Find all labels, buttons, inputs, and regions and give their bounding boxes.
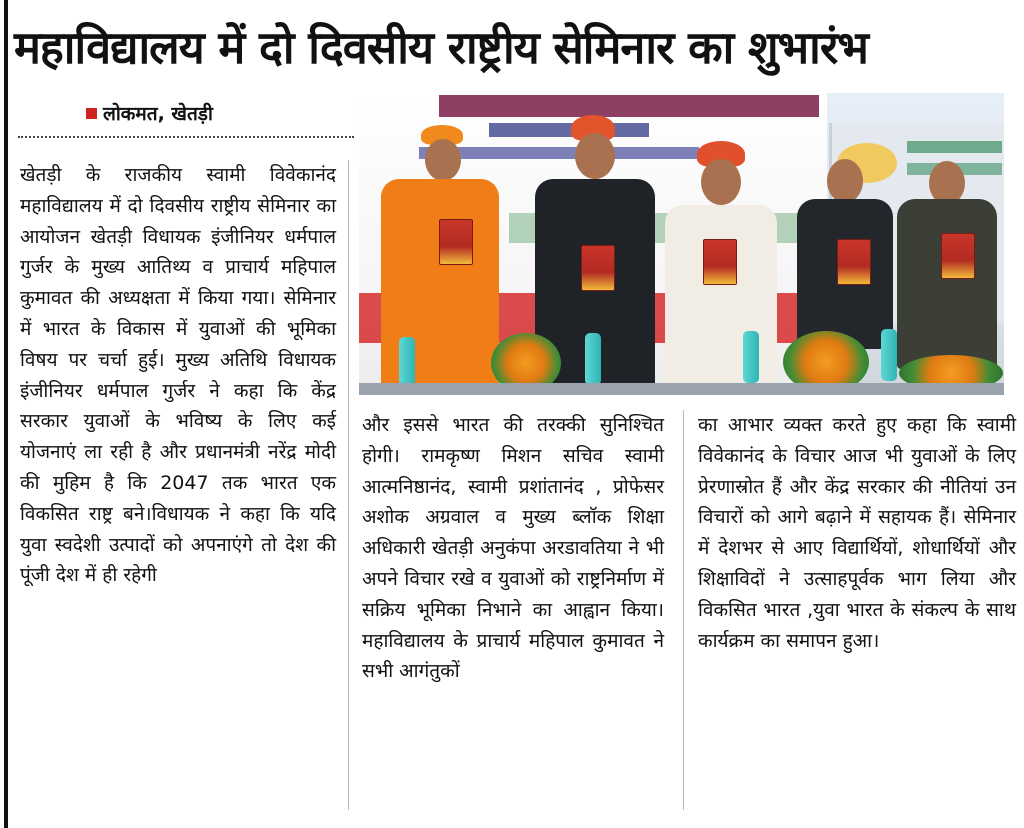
photo-water-bottle — [399, 337, 415, 389]
photo-book — [837, 239, 871, 285]
photo-book — [581, 245, 615, 291]
photo-person-body — [897, 199, 997, 369]
article-column-2: और इससे भारत की तरक्की सुनिश्चित होगी। रामकृष्ण मिशन सचिव स्वामी आत्मनिष्ठानंद, स्वामी प्रशांतानंद , प्रोफेसर अशोक अग्रवाल व मुख्य ब्लॉक शिक्षा अधिकारी खेतड़ी अनुकंपा अरडावतिया ने भी अपने विचार रखे व युवाओं को राष्ट्रनिर्माण में सक्रिय भूमिका निभाने का आह्वान किया। महाविद्यालय के प्राचार्य महिपाल कुमावत ने सभी आगंतुकों — [362, 414, 664, 683]
photo-book — [941, 233, 975, 279]
event-photo — [359, 93, 1004, 395]
photo-banner-subtitle-strip — [419, 147, 699, 159]
photo-person-head — [425, 139, 461, 181]
byline-text: लोकमत, खेतड़ी — [103, 103, 213, 125]
photo-banner-title-strip — [439, 95, 819, 117]
article-column-1: खेतड़ी के राजकीय स्वामी विवेकानंद महाविद्यालय में दो दिवसीय राष्ट्रीय सेमिनार का आयोजन खेतड़ी विधायक इंजीनियर धर्मपाल गुर्जर के मुख्य आतिथ्य व प्राचार्य महिपाल कुमावत की अध्यक्षता में किया गया। सेमिनार में भारत के विकास में युवाओं की भूमिका विषय पर चर्चा हुई। मुख्य अतिथि विधायक इंजीनियर धर्मपाल गुर्जर ने कहा कि केंद्र सरकार युवाओं के भविष्य के लिए कई योजनाएं ला रही है और प्रधानमंत्री नरेंद्र मोदी की मुहिम है कि 2047 तक भारत एक विकसित राष्ट्र बने।विधायक ने कहा कि यदि युवा स्वदेशी उत्पादों को अपनाएंगे तो देश की पूंजी देश में ही रहेगी — [20, 164, 336, 587]
photo-person-body — [665, 205, 777, 395]
photo-banner-subtitle-strip — [489, 123, 649, 137]
photo-water-bottle — [585, 333, 601, 385]
headline: महाविद्यालय में दो दिवसीय राष्ट्रीय सेमिनार का शुभारंभ — [14, 21, 868, 74]
photo-book — [703, 239, 737, 285]
page-left-border — [4, 0, 8, 828]
byline-divider — [18, 136, 354, 138]
photo-person-head — [701, 159, 741, 205]
bullet-square-icon — [86, 108, 97, 119]
article-column-3: का आभार व्यक्त करते हुए कहा कि स्वामी विवेकानंद के विचार आज भी युवाओं के लिए प्रेरणास्रोत हैं और केंद्र सरकार की नीतियां उन विचारों को आगे बढ़ाने में सहायक हैं। सेमिनार में देशभर से आए विद्यार्थियों, शोधार्थियों और शिक्षाविदों ने उत्साहपूर्वक भाग लिया और विकसित भारत ,युवा भारत के संकल्प के साथ कार्यक्रम का समापन हुआ। — [698, 414, 1016, 652]
photo-floor — [359, 383, 1004, 395]
photo-book — [439, 219, 473, 265]
photo-water-bottle — [743, 331, 759, 383]
photo-person-head — [827, 159, 863, 203]
photo-person-head — [575, 133, 615, 179]
photo-water-bottle — [881, 329, 897, 381]
photo-screen-text — [907, 141, 1002, 153]
column-divider — [348, 160, 349, 810]
byline — [86, 100, 213, 126]
column-divider — [683, 410, 684, 810]
